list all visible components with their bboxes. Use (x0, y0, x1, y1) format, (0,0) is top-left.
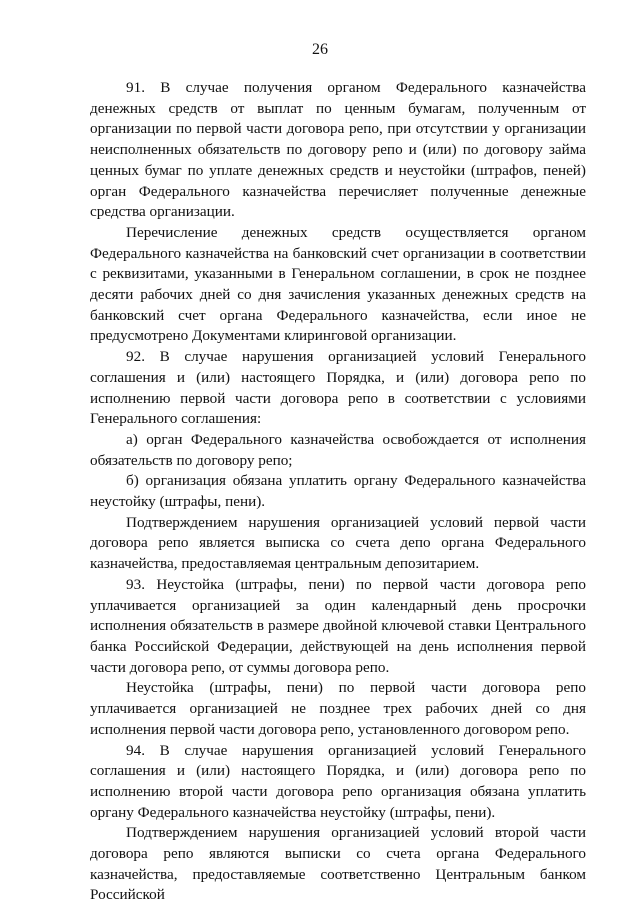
paragraph-92-item-b: б) организация обязана уплатить органу Федерального казначейства неустойку (штрафы, пени). (90, 472, 586, 511)
paragraph-94: 94. В случае нарушения организацией условий Генерального соглашения и (или) настоящего Порядка, и (или) договора репо по исполнению второй части договора репо организация обязана уплатить органу Федерального казначейства неустойку (штрафы, пени). (90, 741, 586, 821)
document-body (90, 78, 586, 906)
paragraph-92-item-a: а) орган Федерального казначейства освобождается от исполнения обязательств по договору репо; (90, 430, 586, 469)
page-number: 26 (312, 41, 328, 58)
paragraph-93: 93. Неустойка (штрафы, пени) по первой части договора репо уплачивается организацией за один календарный день просрочки исполнения обязательств в размере двойной ключевой ставки Центрального банка Российской Федерации, действующей на день исполнения первой части договора репо, от суммы договора репо. (90, 575, 586, 676)
paragraph-91-transfer: Перечисление денежных средств осуществляется органом Федерального казначейства на банковский счет организации в соответствии с реквизитами, указанными в Генеральном соглашении, в срок не позднее десяти рабочих дней со дня зачисления указанных денежных средств на банковский счет органа Федерального казначейства, если иное не предусмотрено Документами клиринговой организации. (90, 223, 586, 345)
paragraph-91: 91. В случае получения органом Федерального казначейства денежных средств от выплат по ценным бумагам, полученным от организации по первой части договора репо, при отсутствии у организации неисполненных обязательств по договору репо и (или) по договору займа ценных бумаг по уплате денежных средств и неустойки (штрафов, пеней) орган Федерального казначейства перечисляет полученные денежные средства организации. (90, 79, 586, 221)
paragraph-93-payment-term: Неустойка (штрафы, пени) по первой части договора репо уплачивается организацией не позднее трех рабочих дней со дня исполнения первой части договора репо, установленного договором репо. (90, 679, 586, 738)
paragraph-94-confirmation: Подтверждением нарушения организацией условий второй части договора репо являются выписки со счета органа Федерального казначейства, предоставляемые соответственно Центральным банком Российской (90, 824, 586, 904)
paragraph-92-confirmation: Подтверждением нарушения организацией условий первой части договора репо является выписка со счета депо органа Федерального казначейства, предоставляемая центральным депозитарием. (90, 513, 586, 573)
paragraph-92: 92. В случае нарушения организацией условий Генерального соглашения и (или) настоящего Порядка, и (или) договора репо по исполнению первой части договора репо в соответствии с условиями Генерального соглашения: (90, 348, 586, 428)
